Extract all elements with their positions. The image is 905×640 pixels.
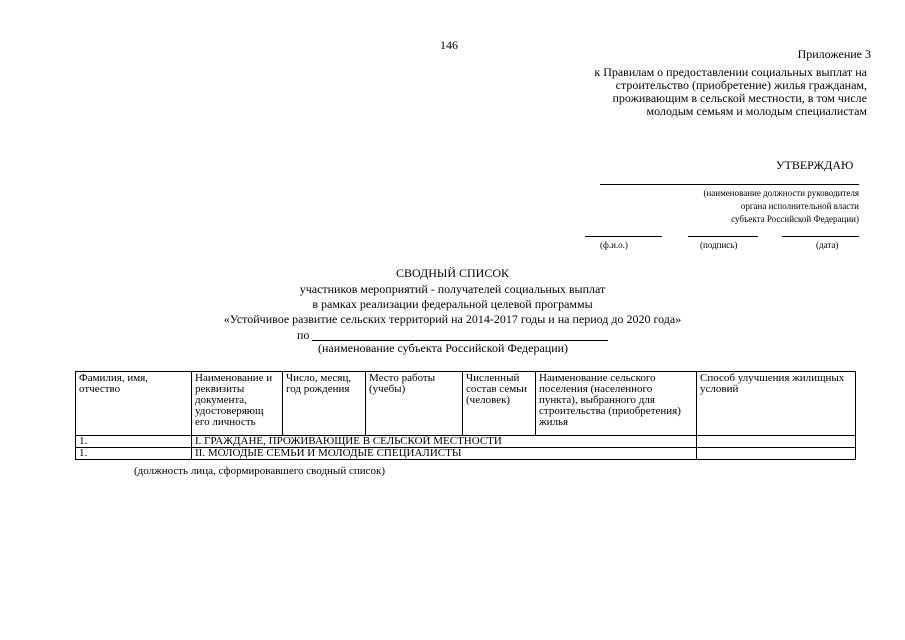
table-section-row: [76, 436, 856, 448]
section-number: [76, 448, 192, 460]
appendix-reference-line: к Правилам о предоставлении социальных выплат на: [594, 65, 867, 79]
section-empty-cell: [697, 448, 856, 460]
date-signature-line: [782, 236, 859, 237]
table-section-row: [76, 448, 856, 460]
date-caption: (дата): [816, 240, 839, 250]
participants-table: [75, 371, 856, 460]
column-header-settlement: Наименование сельского поселения (населенного пункта), выбранного для строительства (приобретения) жилья: [536, 372, 697, 436]
approval-title: УТВЕРЖДАЮ: [776, 158, 854, 172]
document-title: СВОДНЫЙ СПИСОК: [395, 266, 510, 280]
approval-caption: [703, 187, 859, 226]
document-subtitle-line: «Устойчивое развитие сельских территорий на 2014-2017 годы и на период до 2020 года»: [223, 312, 682, 326]
approval-caption-line: (наименование должности руководителя: [703, 188, 859, 198]
signature-line: [688, 236, 758, 237]
column-header-id-document: Наименование и реквизиты документа, удостоверяющ его личность: [192, 372, 283, 436]
column-header-fullname: Фамилия, имя, отчество: [76, 372, 192, 436]
signature-caption: (подпись): [700, 240, 738, 250]
column-header-improvement-method: Способ улучшения жилищных условий: [697, 372, 856, 436]
section-number-text: 1.: [79, 447, 88, 459]
document-subtitle-line: в рамках реализации федеральной целевой программы: [312, 297, 593, 311]
section-empty-cell: [697, 436, 856, 448]
approval-caption-line: органа исполнительной власти: [740, 201, 859, 211]
column-header-workplace: Место работы (учебы): [366, 372, 463, 436]
section-number: [76, 436, 192, 448]
signer-caption: (должность лица, сформировавшего сводный список): [134, 465, 385, 477]
appendix-reference-line: строительство (приобретение) жилья гражданам,: [615, 78, 867, 92]
document-subtitle-line: участников мероприятий - получателей социальных выплат: [299, 282, 606, 296]
approval-position-line: [600, 184, 859, 185]
section-number-text: 1.: [79, 435, 88, 447]
column-header-family-size: Численный состав семьи (человек): [463, 372, 536, 436]
column-header-birthdate: Число, месяц, год рождения: [283, 372, 366, 436]
appendix-reference-line: молодым семьям и молодым специалистам: [646, 104, 867, 118]
section-title: II. МОЛОДЫЕ СЕМЬИ И МОЛОДЫЕ СПЕЦИАЛИСТЫ: [192, 448, 697, 460]
appendix-reference: [594, 66, 867, 118]
appendix-title: Приложение 3: [797, 47, 871, 61]
table-header-row: [76, 372, 856, 436]
section-title: I. ГРАЖДАНЕ, ПРОЖИВАЮЩИЕ В СЕЛЬСКОЙ МЕСТНОСТИ: [192, 436, 697, 448]
region-caption: (наименование субъекта Российской Федерации): [318, 341, 569, 355]
name-signature-line: [585, 236, 662, 237]
page-number: 146: [440, 38, 458, 52]
region-prefix: по: [297, 328, 310, 342]
appendix-reference-line: проживающим в сельской местности, в том числе: [612, 91, 867, 105]
approval-caption-line: субъекта Российской Федерации): [731, 214, 859, 224]
name-caption: (ф.и.о.): [600, 240, 628, 250]
